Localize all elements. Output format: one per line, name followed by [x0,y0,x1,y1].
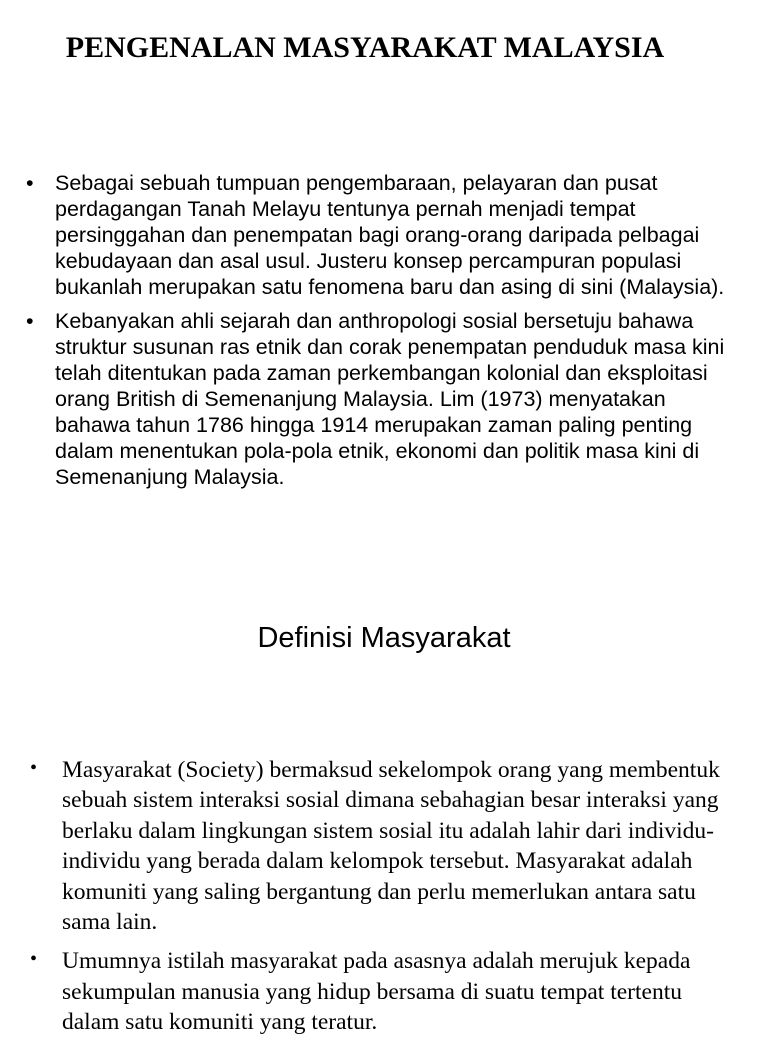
bullet-item [30,755,730,937]
bullet-item [26,308,746,490]
bullet-text: Sebagai sebuah tumpuan pengembaraan, pelayaran dan pusat perdagangan Tanah Melayu tentunya pernah menjadi tempat persinggahan dan penempatan bagi orang-orang daripada pelbagai kebudayaan dan asal usul. Justeru konsep percampuran populasi bukanlah merupakan satu fenomena baru dan asing di sini (Malaysia). [55,171,725,299]
bullet-text: Kebanyakan ahli sejarah dan anthropologi sosial bersetuju bahawa struktur susunan ras etnik dan corak penempatan penduduk masa kini telah ditentukan pada zaman perkembangan kolonial dan eksploitasi orang British di Semenanjung Malaysia. Lim (1973) menyatakan bahawa tahun 1786 hingga 1914 merupakan zaman paling penting dalam menentukan pola-pola etnik, ekonomi dan politik masa kini di Semenanjung Malaysia. [55,309,725,489]
slide-title: PENGENALAN MASYARAKAT MALAYSIA [65,31,665,64]
slide-title: Definisi Masyarakat [257,622,511,654]
bullet-item [26,170,746,300]
bullet-icon: • [30,948,38,971]
bullet-text: Masyarakat (Society) bermaksud sekelompok orang yang membentuk sebuah sistem interaksi sosial dimana sebahagian besar interaksi yang berlaku dalam lingkungan sistem sosial itu adalah lahir dari individu-individu yang berada dalam kelompok tersebut. Masyarakat adalah komuniti yang saling bergantung dan perlu memerlukan antara satu sama lain. [62,757,720,936]
slide-definisi [0,590,768,1036]
bullet-icon: • [26,171,34,195]
bullet-icon: • [26,309,34,333]
bullet-text: Umumnya istilah masyarakat pada asasnya adalah merujuk kepada sekumpulan manusia yang hidup bersama di suatu tempat tertentu dalam satu komuniti yang teratur. [62,948,691,1036]
bullet-list [30,755,730,1047]
bullet-icon: • [30,757,38,779]
bullet-list [26,170,746,498]
